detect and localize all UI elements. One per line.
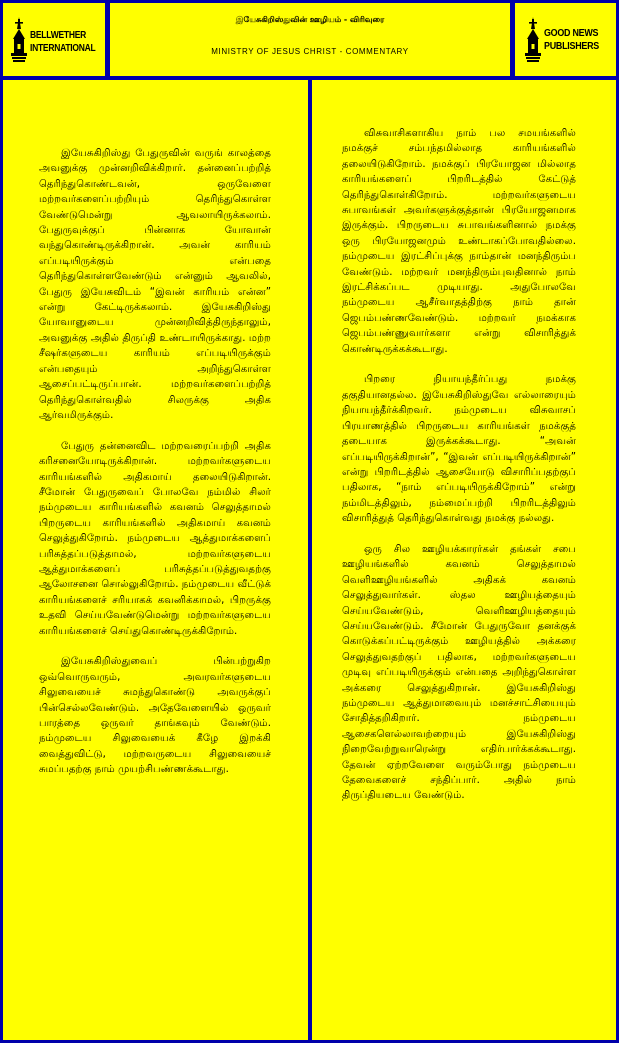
bellwether-line1: BELLWETHER (30, 30, 87, 41)
church-icon (11, 17, 27, 63)
right-column (312, 80, 616, 1040)
paragraph: இயேசுகிறிஸ்து பேதுருவின் வருங் காலத்தை அவனுக்கு முன்னறிவிக்கிறார். தன்னைப்பற்றித் தெரிந்துகொண்டவன், ஒருவேளை மற்றவர்களைப்பற்றியும் தெரிந்துகொள்ள வேண்டுமென்று ஆவலாயிருக்கலாம். பேதுருவுக்குப் பின்னாக யோவான் வந்துகொண்டிருக்கிறான். அவன் காரியம் எப்படியிருக்கும் என்பதை தெரிந்துகொள்ளவேண்டும் என்னும் ஆவலில், பேதுரு இயேசுவிடம் “இவன் காரியம் என்ன” என்று கேட்டிருக்கலாம். இயேசுகிறிஸ்து யோவானுடைய முன்னறிவித்திருந்தாலும், அவனுக்கு அதில் திருப்தி உண்டாயிருக்காது. மற்ற சீஷர்களுடைய காரியம் எப்படியிருக்கும் என்பதையும் அறிந்துகொள்ள ஆசைப்பட்டிருப்பான். மற்றவர்களைப்பற்றித் தெரிந்துகொள்வதில் சிலருக்கு அதிக ஆர்வமிருக்கும். (39, 148, 271, 421)
good-news-line2: PUBLISHERS (544, 40, 599, 52)
bellwether-line2: INTERNATIONAL (30, 43, 96, 54)
paragraph: விசுவாசிகளாகிய நாம் பல சமயங்களில் நமக்குச் சம்பந்தமில்லாத காரியங்களில் தலையிடுகிறோம். நமக்குப் பிரயோஜன மில்லாத காரியங்களைப் பிறரிடத்தில் கேட்டுத் தெரிந்துகொள்கிறோம். மற்றவர்களுடைய சுபாவங்கள் அவர்களுக்குத்தான் பிரயோஜனமாக இருக்கும். பிறருடைய சுபாவங்களினால் நமக்கு ஒரு பிரயோஜனமும் உண்டாகப்போவதில்லை. நம்முடைய இரட்சிப்புக்கு நாம்தான் மனந்திரும்ப வேண்டும். மற்றவர் மனந்திரும்புவதினால் நாம் இரட்சிக்கப்பட முடியாது. அதுபோலவே நம்முடைய ஆசீர்வாதத்திற்கு நாம் தான் ஜெபம்பண்ணவேண்டும். மற்றவர் நமக்காக ஜெபம்பண்ணுவார்களா என்று விசாரித்துக் கொண்டிருக்கக்கூடாது. (342, 128, 576, 355)
title-english: MINISTRY OF JESUS CHRIST - COMMENTARY (211, 47, 409, 56)
title-tamil: இயேசுகிறிஸ்துவின் ஊழியம் - விரிவுரை (235, 15, 385, 24)
left-column-text (39, 146, 271, 793)
good-news-logo-text (544, 27, 599, 53)
bellwether-logo-text (30, 29, 95, 55)
page-header (110, 3, 510, 76)
left-column (3, 80, 308, 1040)
good-news-logo (515, 3, 616, 76)
right-column-text (342, 126, 576, 819)
church-icon (525, 17, 541, 63)
paragraph: பேதுரு தன்னைவிட மற்றவரைப்பற்றி அதிக கரிசனையோடிருக்கிறான். மற்றவர்களுடைய காரியங்களில் அதிகமாய் தலையிடுகிறான். சீமோன் பேதுருவைப் போலவே நம்மில் சிலர் நம்முடைய காரியங்களில் கவனம் செலுத்தாமல் பிறருடைய காரியங்களில் அதிகமாய் கவனம் செலுத்துகிறோம். நம்முடைய ஆத்துமாக்களைப் பரிசுத்தப்படுத்தாமல், மற்றவர்களுடைய ஆத்துமாக்களைப் பரிசுத்தப்படுத்துவதற்கு ஆலோசனை சொல்லுகிறோம். நம்முடைய வீட்டுக் காரியங்களைச் சரியாகக் கவனிக்காமல், பிறருக்கு உதவி செய்யவேண்டுமென்று மற்றவர்களுடைய காரியங்களைச் செய்துகொண்டிருக்கிறோம். (39, 440, 271, 637)
paragraph: பிறரை நியாயந்தீர்ப்பது நமக்கு தகுதியானதல்ல. இயேசுகிறிஸ்துவே எல்லாரையும் நியாயந்தீர்க்கிறவர். நம்முடைய விசுவாசப் பிரயாணத்தில் பிறருடைய காரியங்கள் நமக்குத் தடையாக இருக்கக்கூடாது. “அவன் எப்படியிருக்கிறான்”, “இவன் எப்படியிருக்கிறான்” என்று பிறரிடத்தில் ஆசையோடு விசாரிப்பதற்குப் பதிலாக, “நாம் எப்படியிருக்கிறோம்” என்று நம்மிடத்திலும், நம்மைப்பற்றி பிறரிடத்திலும் விசாரித்துத் தெரிந்துகொள்வது நமக்கு நல்லது. (342, 374, 576, 525)
good-news-line1: GOOD NEWS (544, 27, 599, 39)
paragraph: இயேசுகிறிஸ்துவைப் பின்பற்றுகிற ஒவ்வொருவரும், அவரவர்களுடைய சிலுவையைச் சுமந்துகொண்டு அவருக்குப் பின்செல்லவேண்டும். அதேவேளையில் ஒருவர் பாரத்தை ஒருவர் தாங்கவும் வேண்டும். நம்முடைய சிலுவையைக் கீழே இறக்கி வைத்துவிட்டு, மற்றவருடைய சிலுவையைச் சுமப்பதற்கு நாம் முயற்சிபண்ணக்கூடாது. (39, 656, 271, 776)
paragraph: ஒரு சில ஊழியக்காரர்கள் தங்கள் சபை ஊழியங்களில் கவனம் செலுத்தாமல் வெளிஊழியங்களில் அதிகக் கவனம் செலுத்துவார்கள். ஸ்தல ஊழியத்தையும் செய்யவேண்டும், வெளிஊழியத்தையும் செய்யவேண்டும். சீமோன் பேதுருவோ தனக்குக் கொடுக்கப்பட்டிருக்கும் ஊழியத்தில் அக்கரை செலுத்துவதற்குப் பதிலாக, மற்றவர்களுடைய முடிவு எப்படியிருக்கும் என்பதை அறிந்துகொள்ள அக்கரை செலுத்துகிறான். இயேசுகிறிஸ்து நம்முடைய ஆத்துமாவையும் மனச்சாட்சியையும் சோதித்தறிகிறார். நம்முடைய ஆசைகளெல்லாவற்றையும் இயேசுகிறிஸ்து நிறைவேற்றுவாரென்று எதிர்பார்க்கக்கூடாது. தேவன் ஏற்றவேளை வரும்போது நம்முடைய தேவைகளைச் சந்திப்பார். அதில் நாம் திருப்தியடைய வேண்டும். (342, 543, 576, 802)
bellwether-logo (3, 3, 105, 76)
